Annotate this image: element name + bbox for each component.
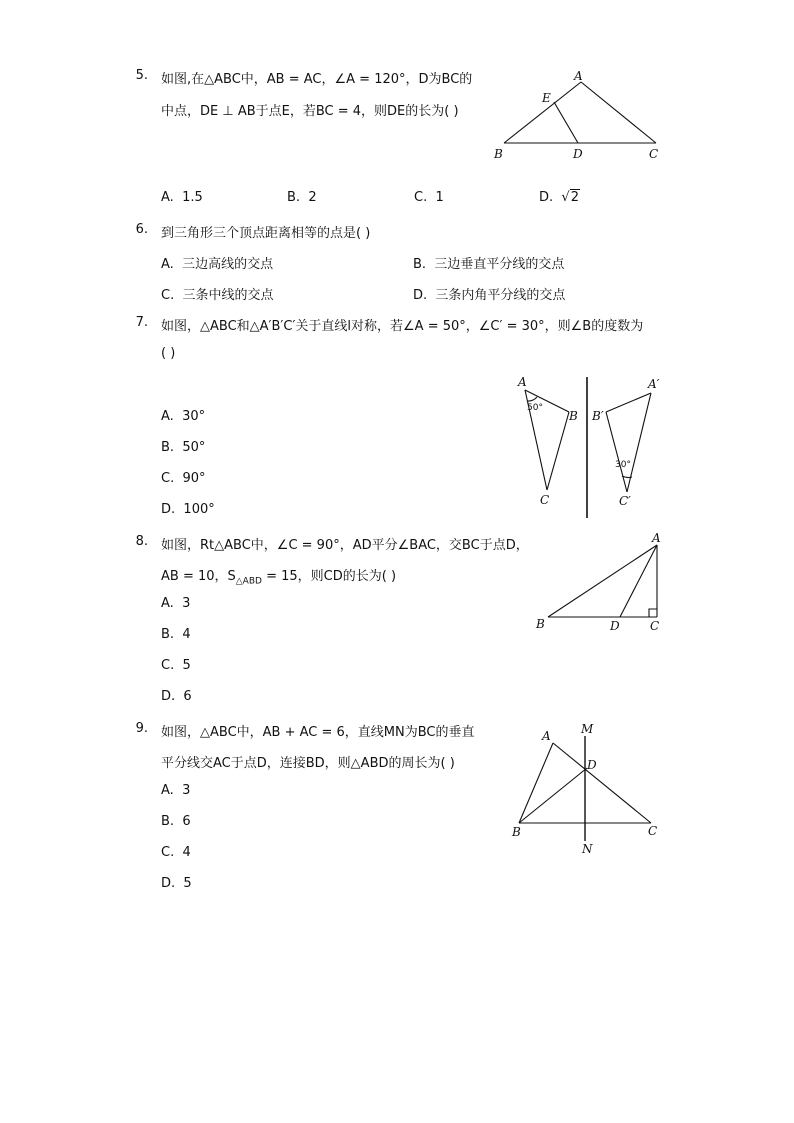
question-text-line-2: 平分线交AC于点D，连接BD，则△ABD的周长为( ) xyxy=(161,756,455,771)
vertex-label-d: D xyxy=(573,147,583,161)
question-text-line-2: ( ) xyxy=(161,346,176,361)
vertex-label-c: C xyxy=(540,493,550,507)
square-root-icon: √2 xyxy=(561,190,579,205)
option-b[interactable]: B. 三边垂直平分线的交点 xyxy=(413,257,565,272)
vertex-label-c: C xyxy=(650,619,660,633)
vertex-label-d: D xyxy=(610,619,620,633)
vertex-label-a: A xyxy=(542,729,551,743)
vertex-label-c: C xyxy=(649,147,659,161)
right-triangle-figure-q8 xyxy=(530,530,670,635)
question-number: 6. xyxy=(135,222,148,237)
option-c[interactable]: C. 4 xyxy=(161,845,191,860)
option-a[interactable]: A. 30° xyxy=(161,409,206,424)
option-c[interactable]: C. 1 xyxy=(414,190,444,205)
question-number: 7. xyxy=(135,315,148,330)
point-label-n: N xyxy=(582,842,593,856)
vertex-label-a: A xyxy=(574,69,583,83)
triangle-figure-q5 xyxy=(490,66,670,166)
point-label-m: M xyxy=(581,722,594,736)
option-d[interactable]: D. 6 xyxy=(161,689,192,704)
question-number: 5. xyxy=(135,68,148,83)
option-b[interactable]: B. 50° xyxy=(161,440,206,455)
option-c[interactable]: C. 90° xyxy=(161,471,206,486)
symmetry-figure-q7 xyxy=(505,372,675,522)
option-b[interactable]: B. 2 xyxy=(287,190,317,205)
vertex-label-a-prime: A′ xyxy=(648,377,660,391)
option-a[interactable]: A. 1.5 xyxy=(161,190,203,205)
option-c[interactable]: C. 5 xyxy=(161,658,191,673)
question-text-line-1: 如图，△ABC和△A′B′C′关于直线l对称，若∠A = 50°，∠C′ = 30°，则∠B的度数为 xyxy=(161,319,644,334)
angle-label-c-prime: 30° xyxy=(615,460,631,470)
option-d[interactable]: D. 100° xyxy=(161,502,215,517)
vertex-label-e: E xyxy=(542,91,551,105)
question-number: 8. xyxy=(135,534,148,549)
vertex-label-b-prime: B′ xyxy=(592,409,604,423)
vertex-label-b: B xyxy=(569,409,578,423)
option-d[interactable]: D. 三条内角平分线的交点 xyxy=(413,288,566,303)
option-a[interactable]: A. 三边高线的交点 xyxy=(161,257,274,272)
option-a[interactable]: A. 3 xyxy=(161,596,191,611)
question-text-line-2: AB = 10，$S_{\triangle ABD} = 15$，则CD的长为( ) xyxy=(161,569,397,587)
question-number: 9. xyxy=(135,721,148,736)
option-c[interactable]: C. 三条中线的交点 xyxy=(161,288,274,303)
point-label-d: D xyxy=(587,758,597,772)
vertex-label-c: C xyxy=(648,824,658,838)
angle-label-a: 50° xyxy=(527,403,543,413)
question-text-line-2: 中点，DE ⊥ AB于点E，若BC = 4，则DE的长为( ) xyxy=(161,104,459,119)
perpendicular-bisector-figure-q9 xyxy=(505,716,675,861)
vertex-label-b: B xyxy=(536,617,545,631)
question-text-line-1: 如图，Rt△ABC中，∠C = 90°，AD平分∠BAC，交BC于点D， xyxy=(161,538,529,553)
vertex-label-a: A xyxy=(652,531,661,545)
option-a[interactable]: A. 3 xyxy=(161,783,191,798)
option-d[interactable]: D. √2 xyxy=(539,190,579,205)
vertex-label-b: B xyxy=(494,147,503,161)
option-d[interactable]: D. 5 xyxy=(161,876,192,891)
question-text-line-1: 如图,在△ABC中，AB = AC，∠A = 120°，D为BC的 xyxy=(161,72,473,87)
vertex-label-c-prime: C′ xyxy=(619,494,631,508)
vertex-label-b: B xyxy=(512,825,521,839)
question-text: 到三角形三个顶点距离相等的点是( ) xyxy=(161,226,371,241)
question-text-line-1: 如图，△ABC中，AB + AC = 6，直线MN为BC的垂直 xyxy=(161,725,475,740)
vertex-label-a: A xyxy=(518,375,527,389)
option-b[interactable]: B. 4 xyxy=(161,627,191,642)
option-b[interactable]: B. 6 xyxy=(161,814,191,829)
